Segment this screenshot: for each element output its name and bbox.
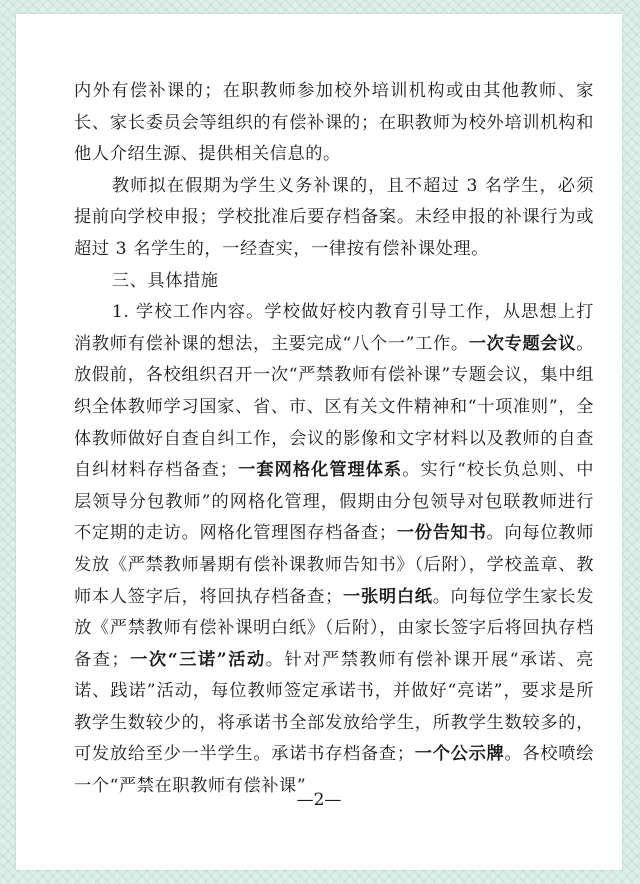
bold-heading-run: 一个公示牌 [414, 744, 505, 765]
bold-heading-run: 一次“三诺”活动 [129, 649, 266, 670]
paragraph [74, 266, 594, 298]
text-run: 。针对严禁教师有偿补课开展“承诺、亮诺、践诺”活动，每位教师签定承诺书，并做好“亮诺”，要求是所教学生数较少的，将承诺书全部发放给学生，所教学生数较多的，可发放给至少一半学生。承诺书存档备查； [74, 649, 594, 765]
bold-heading-run: 一张明白纸 [342, 586, 433, 607]
text-run: 。实行“校长负总则、中层领导分包教师”的网格化管理，假期由分包领导对包联教师进行不定期的走访。网格化管理图存档备查； [74, 460, 595, 544]
text-run: 。向每位学生家长发放《严禁教师有偿补课明白纸》（后附），由家长签字后将回执存档备查； [74, 586, 594, 670]
bold-heading-run: 一份告知书 [396, 523, 487, 544]
paragraph [74, 171, 594, 266]
text-run: 内外有偿补课的；在职教师参加校外培训机构或由其他教师、家长、家长委员会等组织的有偿补课的；在职教师为校外培训机构和他人介绍生源、提供相关信息的。 [74, 81, 594, 165]
paragraph [74, 297, 594, 803]
text-run: 。向每位教师发放《严禁教师暑期有偿补课教师告知书》（后附），学校盖章、教师本人签字后，将回执存档备查； [74, 523, 594, 607]
text-run: 。各校喷绘一个“严禁在职教师有偿补课” [74, 744, 594, 797]
document-body [74, 76, 594, 803]
paragraph [74, 76, 594, 171]
text-run: 。放假前，各校组织召开一次“严禁教师有偿补课”专题会议，集中组织全体教师学习国家、省、市、区有关文件精神和“十项准则”，全体教师做好自查自纠工作，会议的影像和文字材料以及教师的自查自纠材料存档备查； [74, 333, 594, 481]
text-run: 1. 学校工作内容。学校做好校内教育引导工作，从思想上打消教师有偿补课的想法，主要完成“八个一”工作。 [74, 302, 594, 354]
page-number: —2— [296, 790, 342, 810]
text-run: 教师拟在假期为学生义务补课的，且不超过 3 名学生，必须提前向学校申报；学校批准后要存档备案。未经申报的补课行为或超过 3 名学生的，一经查实，一律按有偿补课处理。 [74, 175, 594, 259]
bold-heading-run: 一次专题会议 [468, 333, 577, 354]
text-run: 三、具体措施 [111, 270, 219, 291]
bold-heading-run: 一套网格化管理体系 [237, 460, 403, 481]
document-page [16, 14, 622, 870]
